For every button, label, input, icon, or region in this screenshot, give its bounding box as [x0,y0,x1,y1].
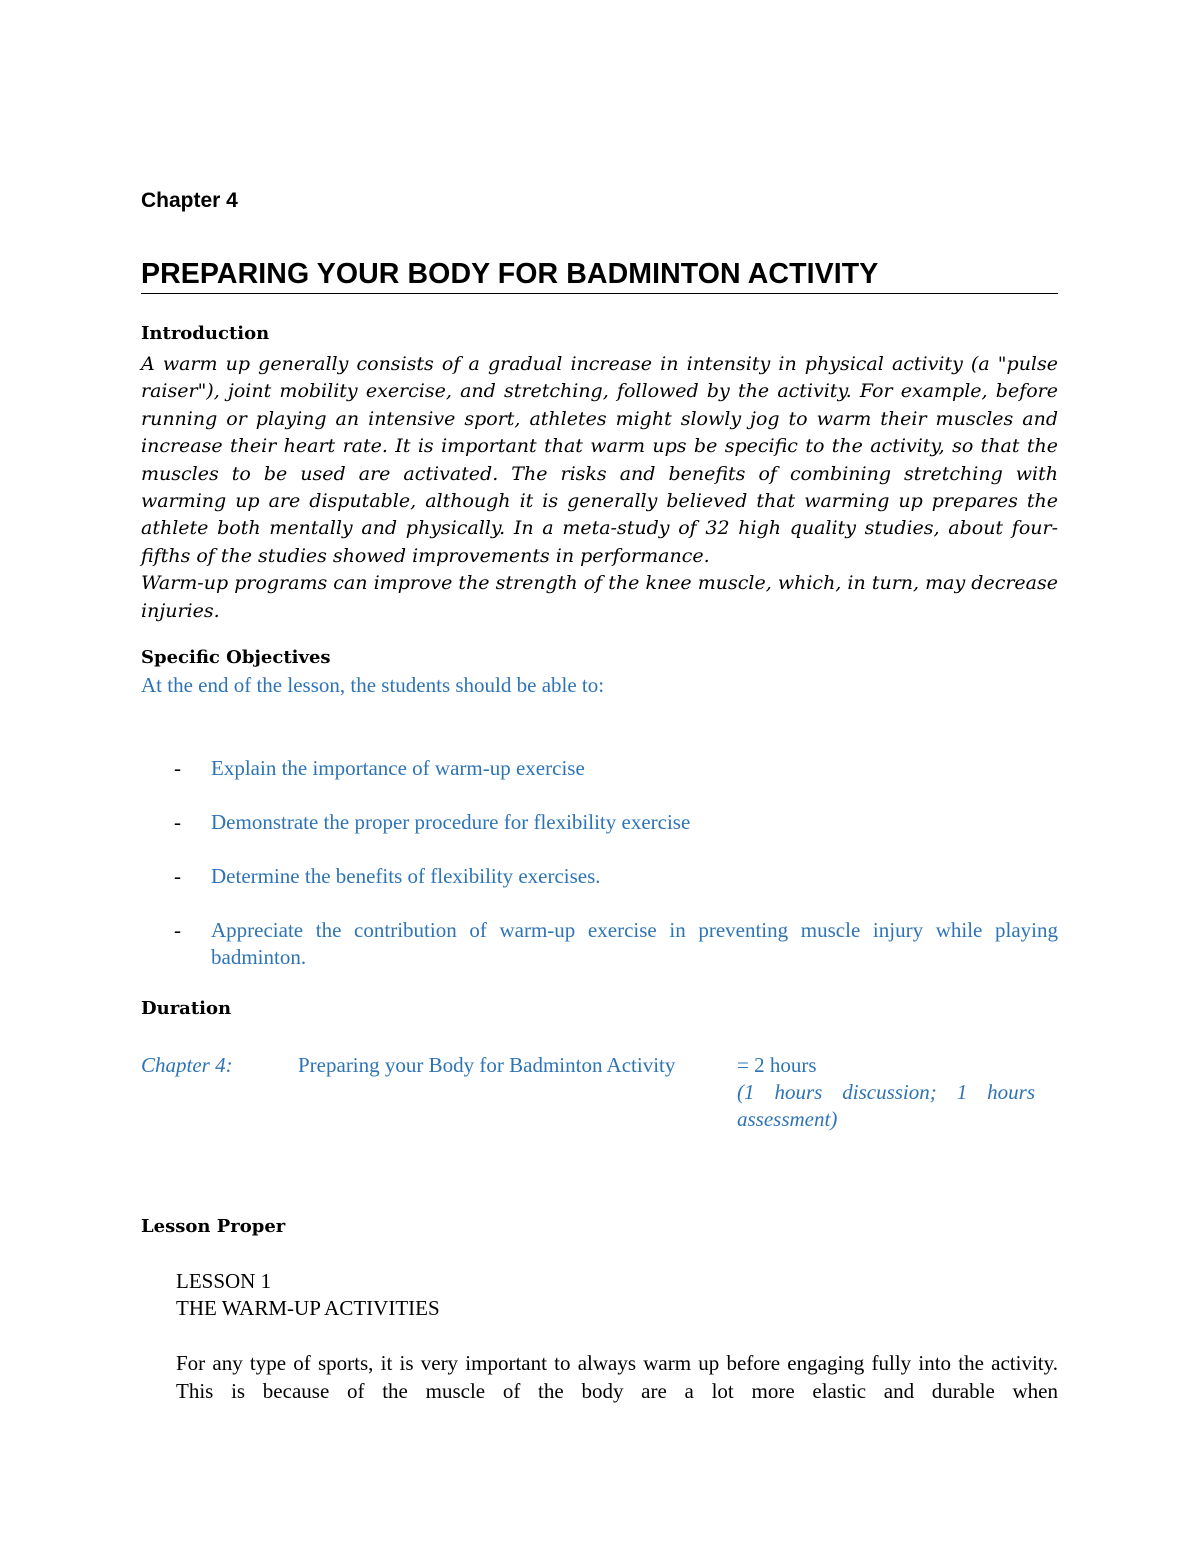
lesson-title: THE WARM-UP ACTIVITIES [176,1296,440,1320]
objective-text: Demonstrate the proper procedure for flexibility exercise [211,810,691,834]
introduction-text [141,351,1058,625]
objective-text: Appreciate the contribution of warm-up exercise in preventing muscle injury while playing badminton. [211,918,1058,969]
lesson-proper-heading: Lesson Proper [141,1216,286,1237]
page-title: PREPARING YOUR BODY FOR BADMINTON ACTIVITY [141,257,1058,294]
objective-text: Determine the benefits of flexibility exercises. [211,864,601,888]
bullet-dash: - [174,864,181,888]
lesson-body-text: For any type of sports, it is very important to always warm up before engaging fully into the activity. This is because of the muscle of the body are a lot more elastic and durable when [176,1351,1058,1403]
lesson-number: LESSON 1 [176,1269,272,1293]
objectives-heading: Specific Objectives [141,647,331,668]
bullet-dash: - [174,756,181,780]
duration-heading: Duration [141,998,232,1019]
chapter-label: Chapter 4 [141,189,238,212]
duration-hours-note: (1 hours discussion; 1 hours assessment) [737,1080,1035,1131]
objectives-lead: At the end of the lesson, the students should be able to: [141,673,605,697]
introduction-paragraph-2: Warm-up programs can improve the strength of the knee muscle, which, in turn, may decrease injuries. [141,572,1058,622]
bullet-dash: - [174,918,181,942]
duration-title: Preparing your Body for Badminton Activity [298,1053,676,1077]
duration-hours [737,1052,1035,1133]
introduction-heading: Introduction [141,323,270,344]
bullet-dash: - [174,810,181,834]
introduction-paragraph-1: A warm up generally consists of a gradual increase in intensity in physical activity (a "pulse raiser"), joint mobility exercise, and stretching, followed by the activity. For example, before running or playing an intensive sport, athletes might slowly jog to warm their muscles and increase their heart rate. It is important that warm ups be specific to the activity, so that the muscles to be used are activated. The risks and benefits of combining stretching with warming up are disputable, although it is generally believed that warming up prepares the athlete both mentally and physically. In a meta-study of 32 high quality studies, about four-fifths of the studies showed improvements in performance. [141,353,1058,567]
objective-text: Explain the importance of warm-up exercise [211,756,585,780]
duration-chapter: Chapter 4: [141,1053,233,1077]
duration-hours-value: = 2 hours [737,1053,817,1077]
